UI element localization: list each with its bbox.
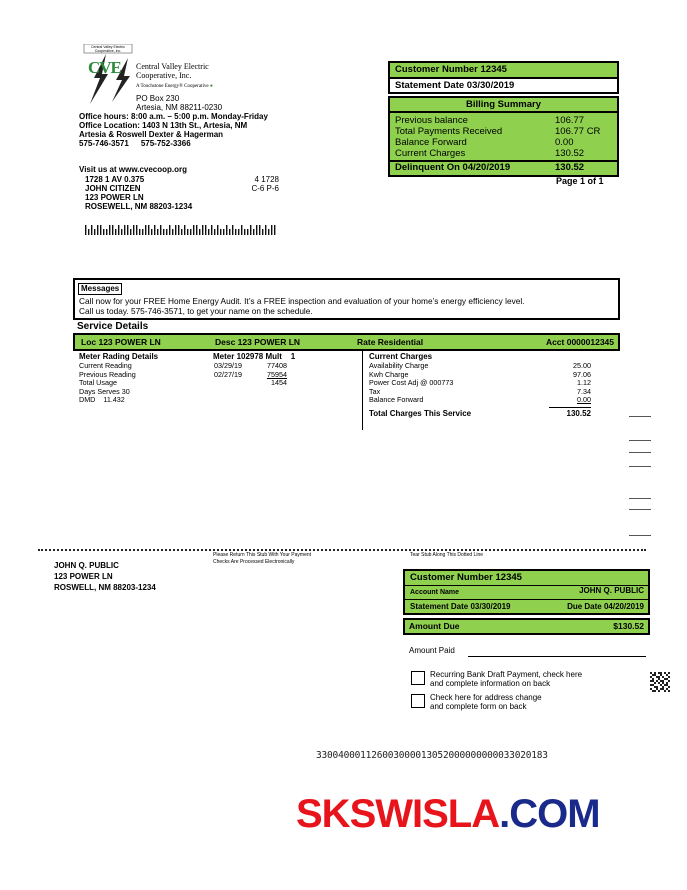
charge-row xyxy=(369,396,591,405)
address-change-checkbox[interactable] xyxy=(411,694,425,708)
summary-row xyxy=(395,115,617,126)
company-name-1: Central Valley Electric xyxy=(136,62,209,71)
meter-info: Meter 102978 Mult 1 xyxy=(213,352,296,361)
message-line-1: Call now for your FREE Home Energy Audit. It’s a FREE inspection and evaluation of your home’s energy efficiency level. xyxy=(79,296,525,306)
service-desc: Desc 123 POWER LN xyxy=(215,337,301,347)
website-link[interactable]: Visit us at www.cvecoop.org xyxy=(79,165,188,174)
charge-value: 1.12 xyxy=(577,378,591,387)
watermark-main: SKSWISLA xyxy=(296,792,500,836)
charge-row xyxy=(369,379,591,388)
charges-list xyxy=(369,362,591,405)
logo-letters: CVE xyxy=(88,58,121,77)
charge-label: Power Cost Adj @ 000773 xyxy=(369,378,454,387)
summary-row-value: 106.77 xyxy=(555,115,585,126)
watermark-suffix: .COM xyxy=(499,792,600,836)
qr-code xyxy=(650,672,670,697)
reading-label: Current Reading xyxy=(79,361,132,370)
customer-info-box xyxy=(388,61,619,94)
postal-barcode xyxy=(85,222,277,240)
stub-customer-number: Customer Number 12345 xyxy=(405,571,648,586)
reading-label: Previous Reading xyxy=(79,369,136,379)
stub-customer-box xyxy=(403,569,650,615)
service-loc: Loc 123 POWER LN xyxy=(81,337,161,347)
reading-value: 77408 xyxy=(267,361,287,370)
charges-title: Current Charges xyxy=(369,352,433,361)
billing-summary xyxy=(388,96,619,177)
charge-value: 97.06 xyxy=(573,369,591,379)
total-charges: Total Charges This Service 130.52 xyxy=(369,409,591,418)
amount-due-box: Amount Due $130.52 xyxy=(403,618,650,635)
service-details-title: Service Details xyxy=(77,321,149,332)
summary-row-value: 106.77 CR xyxy=(555,126,601,137)
company-tagline: A Touchstone Energy® Cooperative ● xyxy=(136,84,213,89)
total-rule xyxy=(549,407,591,408)
delinquent-row: Delinquent On 04/20/2019 130.52 xyxy=(390,160,617,174)
company-name-2: Cooperative, Inc. xyxy=(136,71,192,80)
watermark xyxy=(296,790,600,838)
service-acct: Acct 0000012345 xyxy=(545,337,614,347)
page-number: Page 1 of 1 xyxy=(556,176,604,186)
summary-row xyxy=(395,126,617,137)
charge-label: Kwh Charge xyxy=(369,369,409,379)
summary-row-label: Previous balance xyxy=(395,115,468,126)
meter-title: Meter Rading Details xyxy=(79,352,159,361)
charge-label: Availability Charge xyxy=(369,361,429,370)
company-address: PO Box 230 Artesia, NM 88211-0230 xyxy=(136,94,223,112)
office-location: Office Location: 1403 N 13th St., Artesia, NM xyxy=(79,121,248,130)
statement-date: Statement Date 03/30/2019 xyxy=(395,80,515,91)
summary-row-label: Current Charges xyxy=(395,148,466,159)
address-change-label: Check here for address change and complete form on back xyxy=(430,693,542,711)
summary-row-value: 0.00 xyxy=(555,137,574,148)
summary-row xyxy=(395,137,617,148)
reading-label: Days Serves 30 xyxy=(79,386,130,396)
service-header xyxy=(73,333,620,351)
billing-summary-title: Billing Summary xyxy=(390,98,617,113)
charge-value: 0.00 xyxy=(577,395,591,404)
stub-account-row: Account Name JOHN Q. PUBLIC xyxy=(405,586,648,600)
summary-row xyxy=(395,148,617,159)
office-branches: Artesia & Roswell Dexter & Hagerman xyxy=(79,130,224,139)
tear-line xyxy=(38,549,646,551)
customer-number: Customer Number 12345 xyxy=(390,63,617,79)
phone-2: 575-752-3366 xyxy=(140,139,191,148)
charge-label: Balance Forward xyxy=(369,395,424,404)
summary-row-label: Balance Forward xyxy=(395,137,467,148)
messages-box xyxy=(73,278,620,320)
office-hours: Office hours: 8:00 a.m. – 5:00 p.m. Monday-Friday xyxy=(79,112,268,121)
reading-value: 1454 xyxy=(271,378,287,387)
meter-reading-row xyxy=(79,396,291,405)
stub-address: JOHN Q. PUBLIC 123 POWER LN ROSWELL, NM 88203-1234 xyxy=(54,561,156,592)
bank-draft-checkbox[interactable] xyxy=(411,671,425,685)
mailing-address: 1728 1 AV 0.375 4 1728 JOHN CITIZEN C-6 P-6 123 POWER LN ROSEWELL, NM 88203-1234 xyxy=(85,175,279,211)
phone-1: 575-746-3571 xyxy=(79,139,129,148)
charge-value: 25.00 xyxy=(573,361,591,370)
reading-label: DMD 11.432 xyxy=(79,395,125,404)
charge-label: Tax xyxy=(369,386,381,396)
reading-label: Total Usage xyxy=(79,378,117,387)
messages-title: Messages xyxy=(78,283,122,295)
reading-date: 03/29/19 xyxy=(214,361,242,370)
bank-draft-label: Recurring Bank Draft Payment, check here and complete information on back xyxy=(430,670,583,688)
summary-row-value: 130.52 xyxy=(555,148,585,159)
company-logo xyxy=(80,44,136,106)
summary-row-label: Total Payments Received xyxy=(395,126,503,137)
meter-readings xyxy=(79,362,291,405)
service-divider xyxy=(362,350,363,430)
office-info xyxy=(79,112,268,148)
service-rate: Rate Residential xyxy=(357,337,424,347)
reading-date: 02/27/19 xyxy=(214,369,242,379)
reading-value: 75954 xyxy=(267,369,287,379)
margin-marks xyxy=(629,416,651,536)
charge-value: 7.34 xyxy=(577,386,591,396)
amount-paid-field[interactable] xyxy=(468,656,646,657)
billing-summary-rows xyxy=(390,113,617,159)
logo-caption: Central Valley Electric Cooperative, Inc. xyxy=(91,45,125,53)
stub-date-row: Statement Date 03/30/2019 Due Date 04/20/2019 xyxy=(410,602,644,611)
touchstone-icon: ● xyxy=(209,84,213,89)
stub-return-note: Please Return This Stub With Your Payment Checks Are Processed Electronically xyxy=(213,552,312,565)
message-line-2: Call us today. 575-746-3571, to get your name on the schedule. xyxy=(79,306,313,316)
tear-note: Tear Stub Along This Dotted Line xyxy=(410,552,484,558)
scanline: 330040001126003000013052000000000033020183 xyxy=(316,750,548,761)
amount-paid-label: Amount Paid xyxy=(409,646,455,655)
